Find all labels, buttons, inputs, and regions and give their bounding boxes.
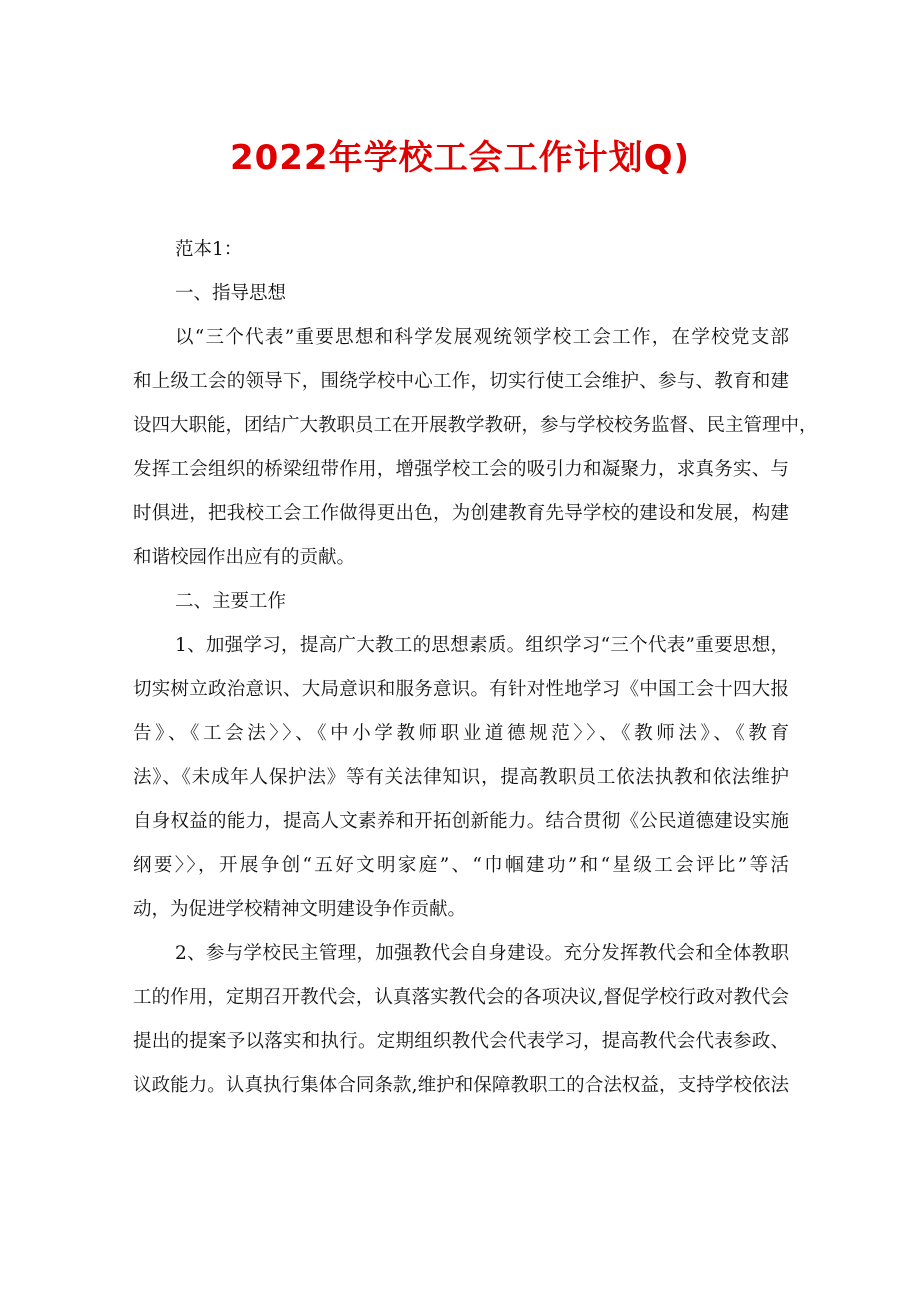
- text-line: 2、参与学校民主管理，加强教代会自身建设。充分发挥教代会和全体教职: [175, 943, 789, 964]
- text-line: 告》、《工会法〉〉、《中小学教师职业道德规范〉〉、《教师法》、《教育: [133, 723, 789, 744]
- text-line: 纲要〉〉，开展争创“五好文明家庭”、“巾帼建功”和“星级工会评比”等活: [133, 855, 789, 876]
- text-line: 切实树立政治意识、大局意识和服务意识。有针对性地学习《中国工会十四大报: [133, 679, 789, 700]
- text-line: 发挥工会组织的桥梁纽带作用，增强学校工会的吸引力和凝聚力，求真务实、与: [133, 459, 789, 480]
- text-line: 和上级工会的领导下，围绕学校中心工作，切实行使工会维护、参与、教育和建: [133, 371, 789, 392]
- text-line: 设四大职能，团结广大教职员工在开展教学教研，参与学校校务监督、民主管理中，: [133, 415, 818, 436]
- text-line: 时俱进，把我校工会工作做得更出色，为创建教育先导学校的建设和发展，构建: [133, 503, 789, 524]
- text-line: 议政能力。认真执行集体合同条款,维护和保障教职工的合法权益，支持学校依法: [133, 1075, 789, 1096]
- text-line: 动，为促进学校精神文明建设争作贡献。: [133, 899, 467, 920]
- text-line: 工的作用，定期召开教代会，认真落实教代会的各项决议,督促学校行政对教代会: [133, 987, 789, 1008]
- document-title: 2022年学校工会工作计划Q): [229, 138, 691, 178]
- text-line: 自身权益的能力，提高人文素养和开拓创新能力。结合贯彻《公民道德建设实施: [133, 811, 789, 832]
- text-line: 1、加强学习，提高广大教工的思想素质。组织学习“三个代表”重要思想，: [175, 635, 789, 656]
- text-line: 提出的提案予以落实和执行。定期组织教代会代表学习，提高教代会代表参政、: [133, 1031, 789, 1052]
- document-body: [133, 236, 818, 1116]
- text-line: 法》、《未成年人保护法》等有关法律知识，提高教职员工依法执教和依法维护: [133, 767, 789, 788]
- text-line: 和谐校园作出应有的贡献。: [133, 547, 356, 568]
- text-line: 一、指导思想: [175, 283, 287, 304]
- text-line: 二、主要工作: [175, 591, 287, 612]
- text-line: 范本1：: [175, 239, 243, 260]
- text-line: 以“三个代表”重要思想和科学发展观统领学校工会工作，在学校党支部: [175, 327, 789, 348]
